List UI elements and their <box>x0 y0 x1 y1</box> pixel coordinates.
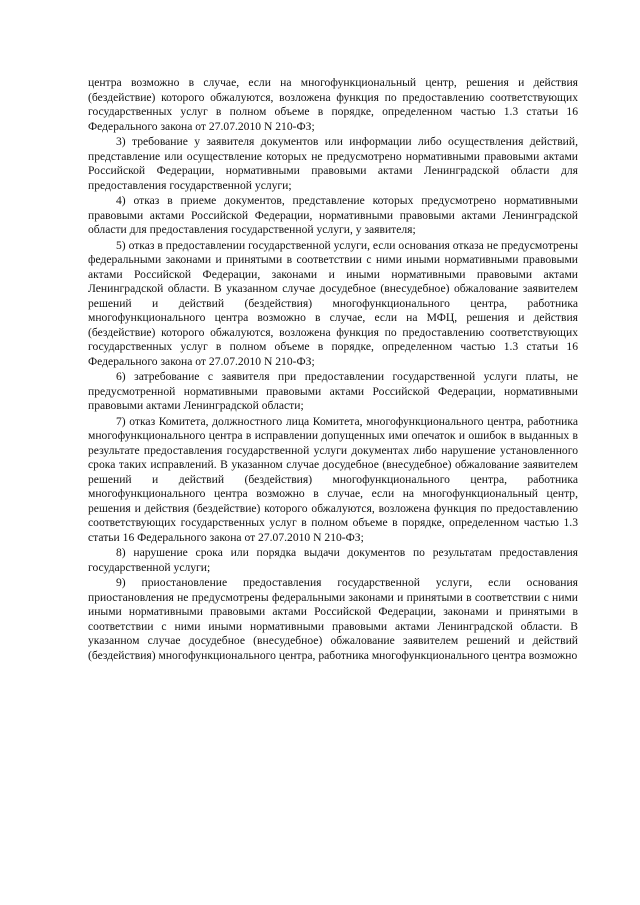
paragraph-item-4: 4) отказ в приеме документов, представление которых предусмотрено нормативными правовыми актами Российской Федерации, нормативными правовыми актами Ленинградской области для предоставления государственной услуги, у заявителя; <box>88 194 578 236</box>
paragraph-continuation: центра возможно в случае, если на многофункциональный центр, решения и действия (бездействие) которого обжалуются, возложена функция по предоставлению соответствующих государственных услуг в полном объеме в порядке, определенном частью 1.3 статьи 16 Федерального закона от 27.07.2010 N 210-ФЗ; <box>88 76 578 133</box>
paragraph-item-8: 8) нарушение срока или порядка выдачи документов по результатам предоставления государственной услуги; <box>88 546 578 574</box>
paragraph-item-7: 7) отказ Комитета, должностного лица Комитета, многофункционального центра, работника многофункционального центра в исправлении допущенных ими опечаток и ошибок в выданных в результате предоставления государственной услуги документах либо нарушение установленного срока таких исправлений. В указанном случае досудебное (внесудебное) обжалование заявителем решений и действий (бездействия) многофункционального центра, работника многофункционального центра возможно в случае, если на многофункциональный центр, решения и действия (бездействие) которого обжалуются, возложена функция по предоставлению соответствующих государственных услуг в полном объеме в порядке, определенном частью 1.3 статьи 16 Федерального закона от 27.07.2010 N 210-ФЗ; <box>88 414 578 544</box>
paragraph-item-5: 5) отказ в предоставлении государственной услуги, если основания отказа не предусмотрены федеральными законами и принятыми в соответствии с ними иными нормативными правовыми актами Российской Федерации, законами и иными нормативными правовыми актами Ленинградской области. В указанном случае досудебное (внесудебное) обжалование заявителем решений и действий (бездействия) многофункционального центра, работника многофункционального центра возможно в случае, если на МФЦ, решения и действия (бездействие) которого обжалуются, возложена функция по предоставлению соответствующих государственных услуг в полном объеме в порядке, определенном частью 1.3 статьи 16 Федерального закона от 27.07.2010 N 210-ФЗ; <box>88 238 578 368</box>
paragraph-item-3: 3) требование у заявителя документов или информации либо осуществления действий, представление или осуществление которых не предусмотрено нормативными правовыми актами Российской Федерации, нормативными правовыми актами Ленинградской области для предоставления государственной услуги; <box>88 135 578 192</box>
paragraph-item-6: 6) затребование с заявителя при предоставлении государственной услуги платы, не предусмотренной нормативными правовыми актами Российской Федерации, нормативными правовыми актами Ленинградской области; <box>88 370 578 412</box>
document-body <box>88 76 578 664</box>
paragraph-item-9: 9) приостановление предоставления государственной услуги, если основания приостановления не предусмотрены федеральными законами и принятыми в соответствии с ними иными нормативными правовыми актами Российской Федерации, законами и принятыми в соответствии с ними иными нормативными правовыми актами Ленинградской области. В указанном случае досудебное (внесудебное) обжалование заявителем решений и действий (бездействия) многофункционального центра, работника многофункционального центра возможно <box>88 576 578 662</box>
